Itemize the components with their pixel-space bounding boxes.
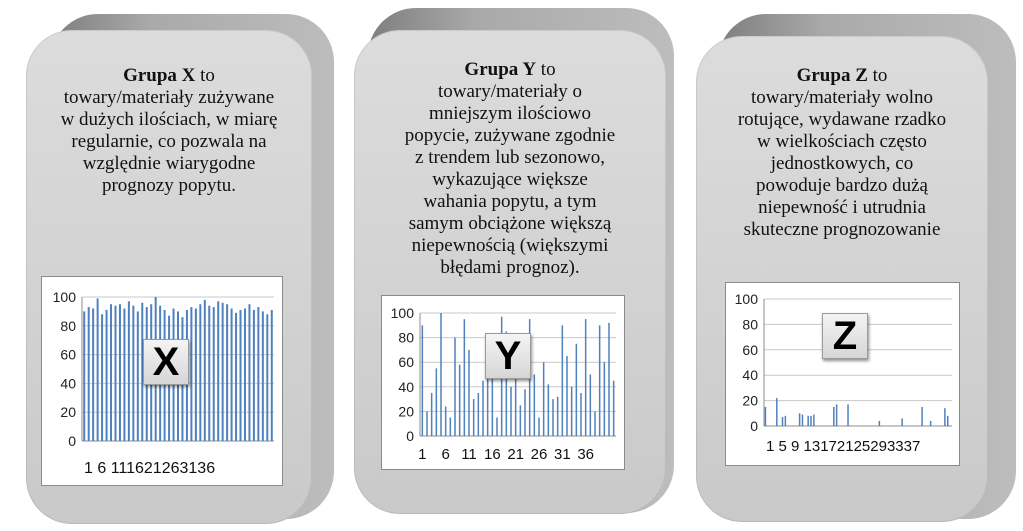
description-line: z trendem lub sezonowo, xyxy=(415,147,605,168)
bar xyxy=(204,300,206,441)
letter-x-badge: X xyxy=(143,339,189,385)
y-tick-label: 0 xyxy=(750,418,758,434)
group-z-bar-chart xyxy=(726,283,959,465)
bar xyxy=(132,306,134,441)
bar xyxy=(585,319,587,436)
bar xyxy=(765,407,767,426)
group-z-description: Grupa Z to towary/materiały wolno rotujące, wydawane rzadko w wielkościach często jednostkowych, co powoduje bardzo dużą niepewność i utrudnia skuteczne prognozowanie xyxy=(702,65,982,241)
group-title: Grupa X xyxy=(123,65,196,86)
bar xyxy=(450,418,452,436)
x-tick-labels: 1 6 111621263136 xyxy=(84,460,216,477)
bar xyxy=(520,405,522,436)
bar xyxy=(422,325,424,436)
x-tick-label: 36 xyxy=(577,446,595,463)
bar xyxy=(538,418,540,436)
group-y-card xyxy=(350,0,680,531)
description-line: samym obciążone większą xyxy=(408,213,612,234)
description-line: mniejszym ilościowo xyxy=(428,103,591,124)
bar xyxy=(944,408,946,426)
y-tick-label: 0 xyxy=(68,433,76,449)
bar xyxy=(248,304,250,441)
y-tick-label: 60 xyxy=(398,354,414,371)
bar xyxy=(266,314,268,441)
bar xyxy=(510,387,512,436)
x-tick-label: 6 xyxy=(441,446,450,463)
description-line: wykazujące większe xyxy=(432,169,588,190)
bar xyxy=(562,325,564,436)
y-tick-label: 100 xyxy=(390,305,414,321)
bar xyxy=(807,416,809,426)
y-tick-label: 100 xyxy=(734,291,758,307)
description-line: towary/materiały wolno xyxy=(750,87,934,108)
x-tick-label: 11 xyxy=(461,446,477,463)
bar xyxy=(240,310,242,441)
bar xyxy=(543,362,545,436)
letter-y-badge: Y xyxy=(485,333,531,379)
bar xyxy=(222,303,224,441)
description-line: w wielkościach często xyxy=(757,131,927,152)
bar xyxy=(114,306,116,441)
y-tick-label: 20 xyxy=(398,403,414,420)
x-tick-labels: 1 5 9 13172125293337 xyxy=(766,438,921,455)
bar xyxy=(833,407,835,426)
bar xyxy=(226,304,228,441)
bar xyxy=(552,399,554,436)
y-tick-label: 20 xyxy=(60,404,76,421)
group-y-chart xyxy=(381,295,625,470)
bar xyxy=(930,421,932,426)
description-line: skuteczne prognozowanie xyxy=(743,219,941,240)
bar xyxy=(257,307,259,441)
bar xyxy=(119,304,121,441)
bar xyxy=(440,313,442,436)
bar xyxy=(213,307,215,441)
bar xyxy=(599,325,601,436)
x-tick-label: 16 xyxy=(483,446,501,463)
bar xyxy=(482,381,484,436)
bar xyxy=(190,307,192,441)
y-tick-label: 80 xyxy=(398,329,414,346)
bar xyxy=(208,306,210,441)
bar xyxy=(613,381,615,436)
description-line: regularnie, co pozwala na xyxy=(71,131,267,152)
bar xyxy=(580,393,582,436)
bar xyxy=(571,387,573,436)
y-tick-label: 20 xyxy=(742,392,758,409)
group-z-card xyxy=(690,0,1023,531)
description-line: niepewność i utrudnia xyxy=(758,197,926,218)
description-line: wahania popytu, a tym xyxy=(423,191,597,212)
bar xyxy=(468,350,470,436)
group-x-description: Grupa X to towary/materiały zużywane w dużych ilościach, w miarę regularnie, co pozwala na względnie wiarygodne prognozy popytu. xyxy=(30,65,308,197)
description-line: towary/materiały o xyxy=(437,81,583,102)
y-tick-label: 0 xyxy=(406,428,414,444)
bar xyxy=(813,415,815,426)
bar xyxy=(566,356,568,436)
description-line: w dużych ilościach, w miarę xyxy=(60,109,278,130)
group-x-card xyxy=(20,0,340,531)
group-z-chart xyxy=(725,282,960,466)
description-line: niepewnością (większymi xyxy=(411,235,609,256)
group-x-chart xyxy=(41,276,283,486)
bar xyxy=(88,307,90,441)
bar xyxy=(524,389,526,436)
bar xyxy=(464,319,466,436)
y-tick-label: 40 xyxy=(60,375,76,392)
bar xyxy=(92,309,94,441)
bar xyxy=(426,411,428,436)
bar xyxy=(217,301,219,441)
x-tick-label: 1 xyxy=(418,446,427,463)
bar xyxy=(576,344,578,436)
bar xyxy=(548,384,550,436)
y-tick-label: 60 xyxy=(742,341,758,358)
bar xyxy=(594,411,596,436)
bar xyxy=(97,298,99,441)
y-tick-label: 80 xyxy=(742,316,758,333)
bar xyxy=(231,309,233,441)
group-title: Grupa Y xyxy=(464,59,537,80)
bar xyxy=(921,407,923,426)
bar xyxy=(137,311,139,441)
y-tick-label: 40 xyxy=(742,367,758,384)
bar xyxy=(879,421,881,426)
bar xyxy=(810,416,812,426)
bar xyxy=(271,310,273,441)
x-tick-label: 26 xyxy=(530,446,548,463)
bar xyxy=(799,413,801,426)
bar xyxy=(590,375,592,437)
bar xyxy=(262,311,264,441)
bar xyxy=(106,310,108,441)
description-line: prognozy popytu. xyxy=(101,175,237,196)
bar xyxy=(459,365,461,436)
group-y-description: Grupa Y to towary/materiały o mniejszym ilościowo popycie, zużywane zgodnie z trendem lub sezonowo, wykazujące większe wahania popytu, a tym samym obciążone większą niepewnością (większymi błędami prognoz). xyxy=(370,59,650,279)
bar xyxy=(836,404,838,426)
bar xyxy=(496,418,498,436)
bar xyxy=(557,397,559,436)
y-tick-label: 40 xyxy=(398,378,414,395)
bar xyxy=(608,323,610,436)
bar xyxy=(473,399,475,436)
bar xyxy=(253,310,255,441)
bar xyxy=(110,304,112,441)
bar xyxy=(802,415,804,426)
bar xyxy=(195,309,197,441)
bar xyxy=(776,398,778,426)
bar xyxy=(785,416,787,426)
description-line: rotujące, wydawane rzadko xyxy=(737,109,947,130)
description-line: powoduje bardzo dużą xyxy=(756,175,928,196)
bar xyxy=(782,417,784,426)
y-tick-label: 60 xyxy=(60,346,76,363)
bar xyxy=(847,404,849,426)
group-title: Grupa Z xyxy=(796,65,868,86)
bar xyxy=(83,311,85,441)
letter-z-badge: Z xyxy=(822,313,868,359)
bar xyxy=(431,393,433,436)
bar xyxy=(244,309,246,441)
description-line: jednostkowych, co xyxy=(770,153,914,174)
bar xyxy=(454,338,456,436)
description-line: popycie, zużywane zgodnie xyxy=(404,125,616,146)
x-tick-label: 31 xyxy=(553,446,571,463)
description-line: względnie wiarygodne xyxy=(82,153,256,174)
bar xyxy=(604,362,606,436)
bar xyxy=(445,406,447,436)
bar xyxy=(478,393,480,436)
y-tick-label: 80 xyxy=(60,317,76,334)
bar xyxy=(101,314,103,441)
x-tick-label: 21 xyxy=(507,446,525,463)
group-y-bar-chart xyxy=(382,296,624,469)
bar xyxy=(128,301,130,441)
description-line: błędami prognoz). xyxy=(440,257,580,278)
description-line: towary/materiały zużywane xyxy=(63,87,275,108)
bar xyxy=(436,368,438,436)
y-tick-label: 100 xyxy=(52,289,76,305)
bar xyxy=(534,375,536,437)
bar xyxy=(947,416,949,426)
bar xyxy=(901,418,903,426)
bar xyxy=(123,309,125,441)
bar xyxy=(199,304,201,441)
bar xyxy=(235,313,237,441)
